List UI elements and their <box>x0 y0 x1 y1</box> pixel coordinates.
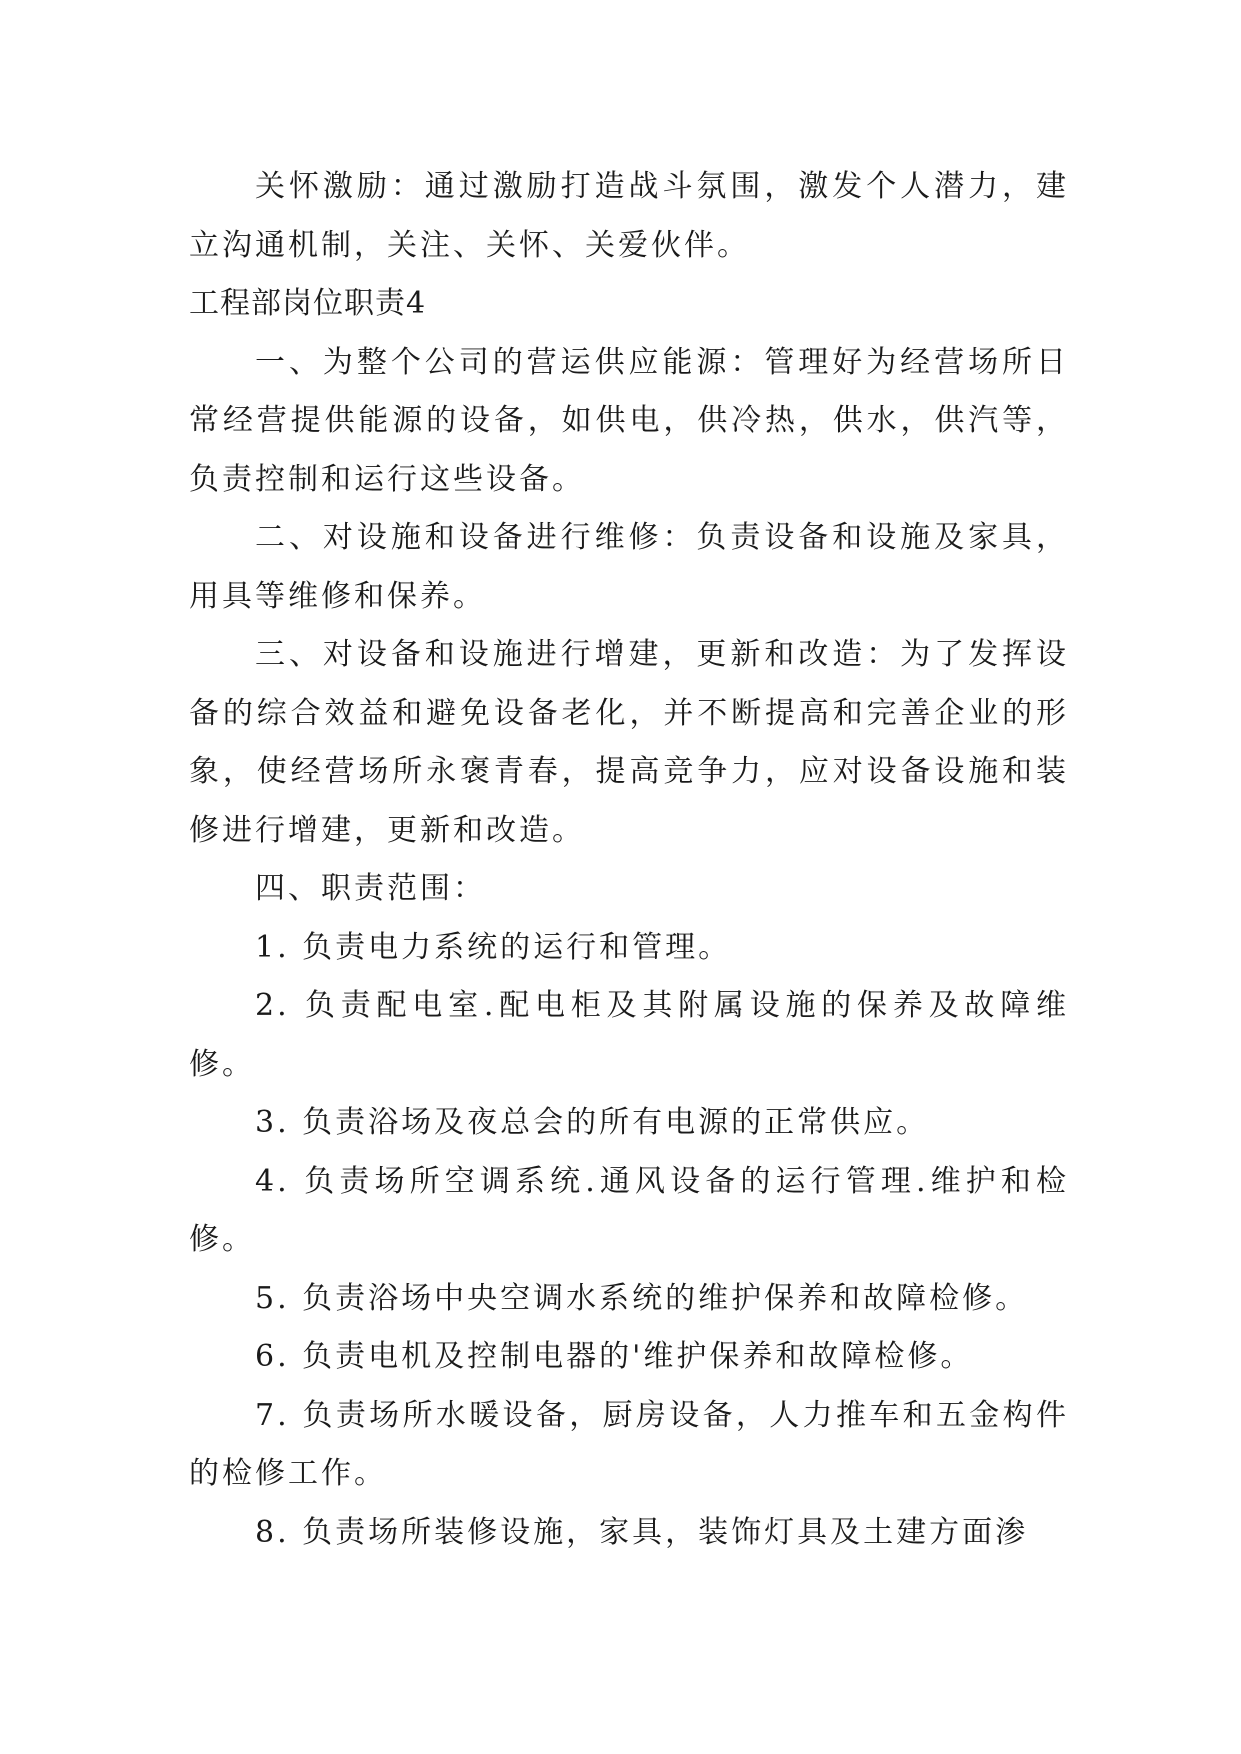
list-item: 1. 负责电力系统的运行和管理。 <box>255 929 732 965</box>
paragraph-duty-4-heading: 四、职责范围： <box>255 871 486 906</box>
list-item: 8. 负责场所装修设施，家具，装饰灯具及土建方面渗 <box>255 1514 1029 1550</box>
list-item: 4. 负责场所空调系统.通风设备的运行管理.维护和检修。 <box>189 1163 1069 1257</box>
list-item: 6. 负责电机及控制电器的'维护保养和故障检修。 <box>255 1339 974 1374</box>
section-heading: 工程部岗位职责4 <box>189 286 427 321</box>
list-item: 3. 负责浴场及夜总会的所有电源的正常供应。 <box>255 1105 930 1140</box>
paragraph-duty-2: 二、对设施和设备进行维修：负责设备和设施及家具，用具等维修和保养。 <box>189 520 1069 614</box>
list-item: 5. 负责浴场中央空调水系统的维护保养和故障检修。 <box>255 1280 1029 1316</box>
paragraph-care-incentive: 关怀激励：通过激励打造战斗氛围，激发个人潜力，建立沟通机制，关注、关怀、关爱伙伴。 <box>189 169 1069 263</box>
list-item: 2. 负责配电室.配电柜及其附属设施的保养及故障维修。 <box>189 988 1069 1082</box>
document-body <box>189 158 1069 1562</box>
paragraph-duty-1: 一、为整个公司的营运供应能源：管理好为经营场所日常经营提供能源的设备，如供电，供冷热，供水，供汽等，负责控制和运行这些设备。 <box>189 344 1069 497</box>
list-item: 7. 负责场所水暖设备，厨房设备，人力推车和五金构件的检修工作。 <box>189 1397 1069 1491</box>
paragraph-duty-3: 三、对设备和设施进行增建，更新和改造：为了发挥设备的综合效益和避免设备老化，并不断提高和完善企业的形象，使经营场所永褒青春，提高竞争力，应对设备设施和装修进行增建，更新和改造。 <box>189 637 1069 848</box>
